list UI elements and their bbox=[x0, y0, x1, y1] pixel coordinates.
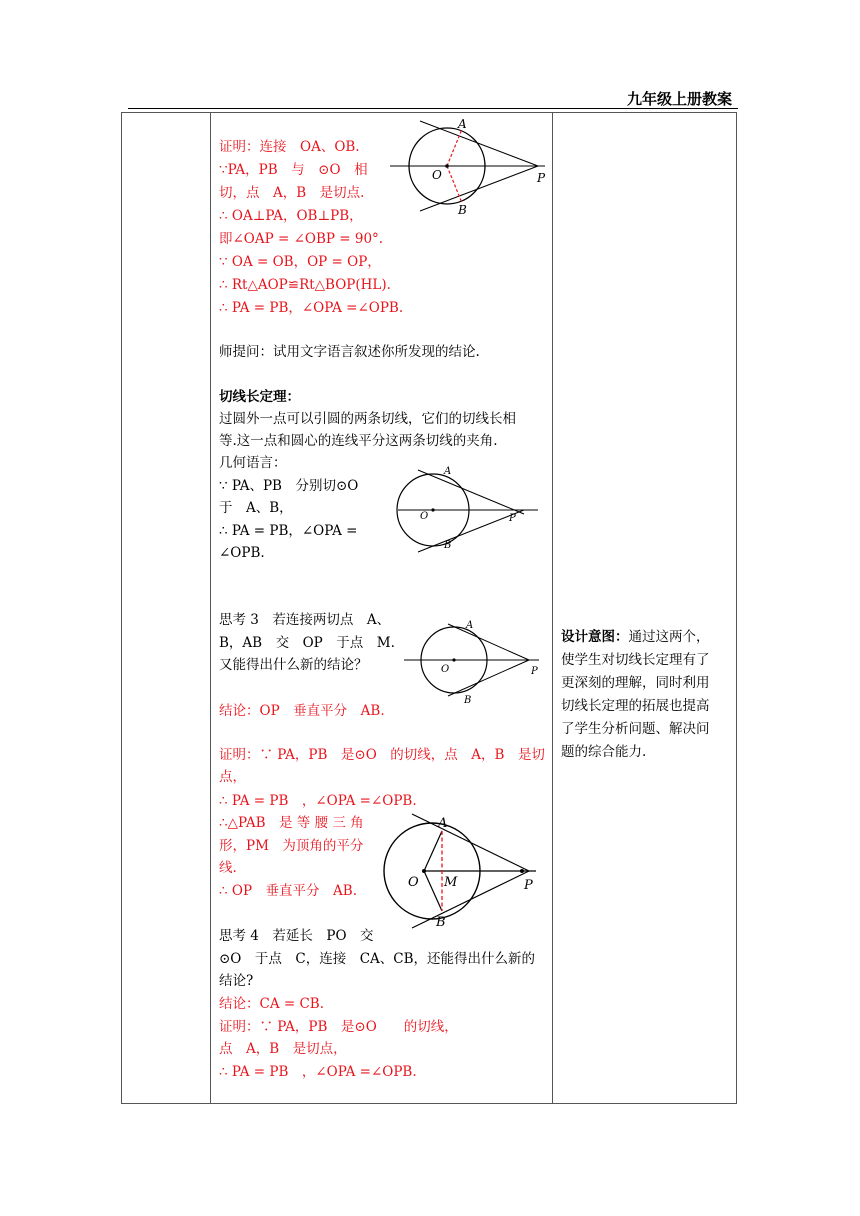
label-A: A bbox=[438, 816, 448, 831]
label-P: P bbox=[531, 666, 538, 677]
table-divider-2 bbox=[552, 112, 553, 1104]
geo-line: ∵ PA、PB 分别切⊙O bbox=[219, 478, 359, 494]
label-B: B bbox=[464, 695, 472, 706]
proof1-line: ∴ OA⊥PA，OB⊥PB， bbox=[219, 208, 363, 224]
think3-proof-line: 线. bbox=[219, 860, 237, 876]
label-O: O bbox=[420, 511, 429, 522]
design-intent bbox=[561, 628, 710, 646]
think4-line: ⊙O 于点 C，连接 CA、CB，还能得出什么新的 bbox=[219, 951, 536, 967]
think4-proof-line: 点 A，B 是切点， bbox=[219, 1041, 347, 1057]
design-intent-line: 切线长定理的拓展也提高 bbox=[561, 698, 710, 714]
figure-think3 bbox=[404, 615, 549, 710]
proof1-line: ∵PA，PB 与 ⊙O 相 bbox=[219, 162, 368, 178]
design-intent-line: 更深刻的理解，同时利用 bbox=[561, 675, 710, 691]
design-intent-line: 了学生分析问题、解决问 bbox=[561, 721, 710, 737]
label-B: B bbox=[458, 203, 467, 217]
label-A: A bbox=[444, 466, 452, 477]
design-intent-line: 通过这两个， bbox=[628, 629, 710, 645]
label-A: A bbox=[458, 117, 467, 131]
think3-proof-line: ∴ OP 垂直平分 AB. bbox=[219, 883, 357, 899]
think3-proof-line: ∴△PAB 是 等 腰 三 角 bbox=[219, 815, 364, 831]
proof1-line: 即∠OAP = ∠OBP = 90°. bbox=[219, 231, 384, 247]
label-M: M bbox=[444, 875, 458, 890]
think4-conclusion: 结论：CA = CB. bbox=[219, 996, 325, 1012]
label-P: P bbox=[537, 171, 546, 185]
label-B: B bbox=[436, 915, 446, 930]
theorem-line: 等.这一点和圆心的连线平分这两条切线的夹角. bbox=[219, 433, 498, 449]
theorem-line: 过圆外一点可以引圆的两条切线，它们的切线长相 bbox=[219, 411, 516, 427]
think4-proof-line: 证明：∵ PA，PB 是⊙O 的切线， bbox=[219, 1019, 458, 1035]
figure-tangent-proof bbox=[390, 118, 550, 218]
table-divider-1 bbox=[210, 112, 211, 1104]
proof1-line: ∴ Rt△AOP≌Rt△BOP(HL). bbox=[219, 277, 391, 293]
geo-line: ∴ PA = PB，∠OPA = bbox=[219, 523, 358, 539]
think3-proof-line: 形，PM 为顶角的平分 bbox=[219, 838, 364, 854]
think3-proof-line: 点， bbox=[219, 769, 246, 785]
teacher-question: 师提问：试用文字语言叙述你所发现的结论. bbox=[219, 344, 480, 360]
figure-theorem bbox=[398, 462, 548, 562]
label-B: B bbox=[444, 540, 452, 551]
think3-proof-line: ∴ PA = PB ，∠OPA =∠OPB. bbox=[219, 793, 417, 809]
think3-line: 思考 3 若连接两切点 A、 bbox=[219, 612, 391, 628]
think4-line: 思考 4 若延长 PO 交 bbox=[219, 928, 374, 944]
think3-proof-line: 证明：∵ PA，PB 是⊙O 的切线，点 A，B 是切 bbox=[219, 747, 545, 763]
theorem-line: 几何语言： bbox=[219, 455, 287, 471]
geo-line: 于 A、B， bbox=[219, 500, 293, 516]
header-rule bbox=[128, 108, 738, 109]
think4-proof-line: ∴ PA = PB ，∠OPA =∠OPB. bbox=[219, 1064, 417, 1080]
design-intent-line: 题的综合能力. bbox=[561, 744, 647, 760]
label-P: P bbox=[524, 878, 533, 893]
label-O: O bbox=[432, 168, 442, 182]
label-A: A bbox=[466, 620, 474, 631]
proof1-line: ∵ OA = OB，OP = OP， bbox=[219, 254, 381, 270]
proof1-line: 切，点 A，B 是切点. bbox=[219, 185, 365, 201]
think3-line: B，AB 交 OP 于点 M. bbox=[219, 635, 395, 651]
figure-perpendicular-bisector bbox=[384, 805, 544, 930]
design-intent-label: 设计意图： bbox=[561, 629, 629, 645]
page-header-title: 九年级上册教案 bbox=[626, 90, 732, 108]
geo-line: ∠OPB. bbox=[219, 545, 265, 561]
label-P: P bbox=[509, 513, 516, 524]
label-O: O bbox=[441, 664, 450, 675]
theorem-title: 切线长定理： bbox=[219, 389, 300, 405]
think4-line: 结论? bbox=[219, 973, 254, 989]
label-O: O bbox=[408, 875, 419, 890]
design-intent-line: 使学生对切线长定理有了 bbox=[561, 652, 710, 668]
proof1-line: ∴ PA = PB，∠OPA =∠OPB. bbox=[219, 300, 404, 316]
think3-conclusion: 结论：OP 垂直平分 AB. bbox=[219, 703, 385, 719]
think3-line: 又能得出什么新的结论？ bbox=[219, 657, 368, 673]
proof1-line: 证明：连接 OA、OB. bbox=[219, 139, 360, 155]
